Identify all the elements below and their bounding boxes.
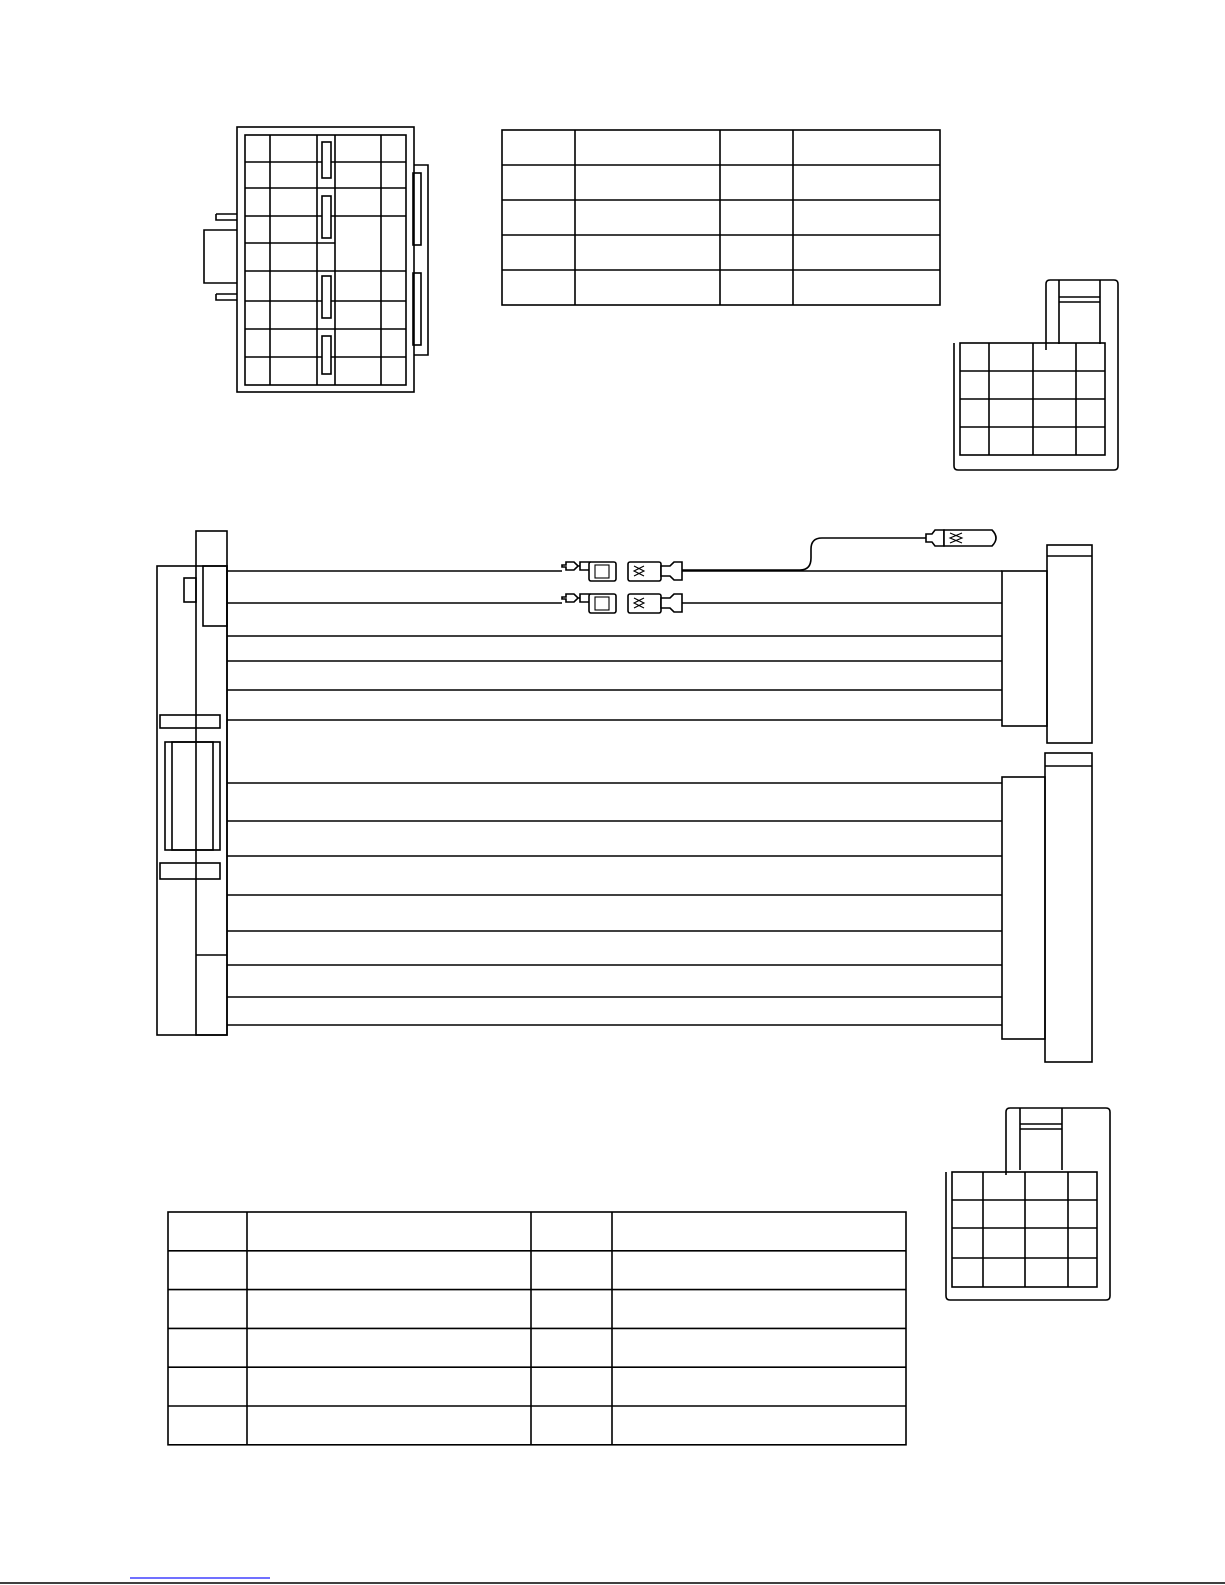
connector-face-bottom-right-latch: [1020, 1108, 1062, 1170]
pin-grid-lock-slot: [322, 196, 331, 238]
spade-female-1-sleeve: [628, 562, 661, 581]
harness-wires: [227, 571, 1002, 1025]
harness-left-window-inner: [172, 742, 213, 850]
harness-right-upper-plug: [1002, 571, 1047, 726]
loose-terminal-sleeve: [944, 530, 996, 546]
connector-face-top-right-latch: [1059, 280, 1100, 344]
harness-left-upper-plug: [203, 566, 227, 626]
harness-right-upper-housing: [1047, 545, 1092, 743]
pin-grid-lock-slot: [322, 336, 331, 374]
pin-table-top-frame: [502, 130, 940, 305]
spade-female-2-sleeve: [628, 594, 661, 613]
connector-top-left: [204, 127, 428, 392]
connector-left-pin-lower: [216, 294, 237, 300]
spade-male-2: [562, 594, 590, 602]
connector-face-top-right-grid: [960, 343, 1105, 455]
harness-left-block: [157, 566, 227, 1035]
spade-female-2: [661, 594, 682, 612]
connector-face-bottom-right-outline: [946, 1108, 1110, 1300]
harness-right-lower-housing: [1045, 753, 1092, 1062]
harness-right-lower-plug: [1002, 777, 1045, 1039]
harness-left-window: [165, 742, 220, 850]
harness: [157, 530, 1092, 1062]
connector-face-top-right: [954, 280, 1118, 470]
connector-face-bottom-right: [946, 1108, 1110, 1300]
harness-left-header: [196, 531, 227, 1035]
connector-face-top-right-outline: [954, 280, 1118, 470]
harness-left-key: [184, 578, 196, 602]
spade-female-1: [661, 562, 682, 580]
pin-grid-lock-slot: [322, 142, 331, 178]
spade-terminal-pair-2: [562, 594, 682, 613]
pin-table-bottom: [168, 1212, 906, 1445]
harness-left-divider-lower: [160, 863, 220, 879]
connector-face-bottom-right-grid: [952, 1172, 1097, 1287]
connector-top-left-pin-grid: [245, 135, 406, 385]
pin-grid-lock-slot: [322, 276, 331, 318]
spade-male-1: [562, 562, 590, 570]
spade-terminal-pair-1: [562, 562, 682, 581]
loose-terminal: [926, 530, 996, 546]
pin-table-top: [502, 130, 940, 305]
harness-left-divider-upper: [160, 715, 220, 728]
connector-left-clip: [204, 230, 237, 283]
connector-left-pin-upper: [216, 214, 237, 220]
loose-terminal-crimp: [926, 530, 944, 546]
branch-wire: [682, 538, 926, 570]
